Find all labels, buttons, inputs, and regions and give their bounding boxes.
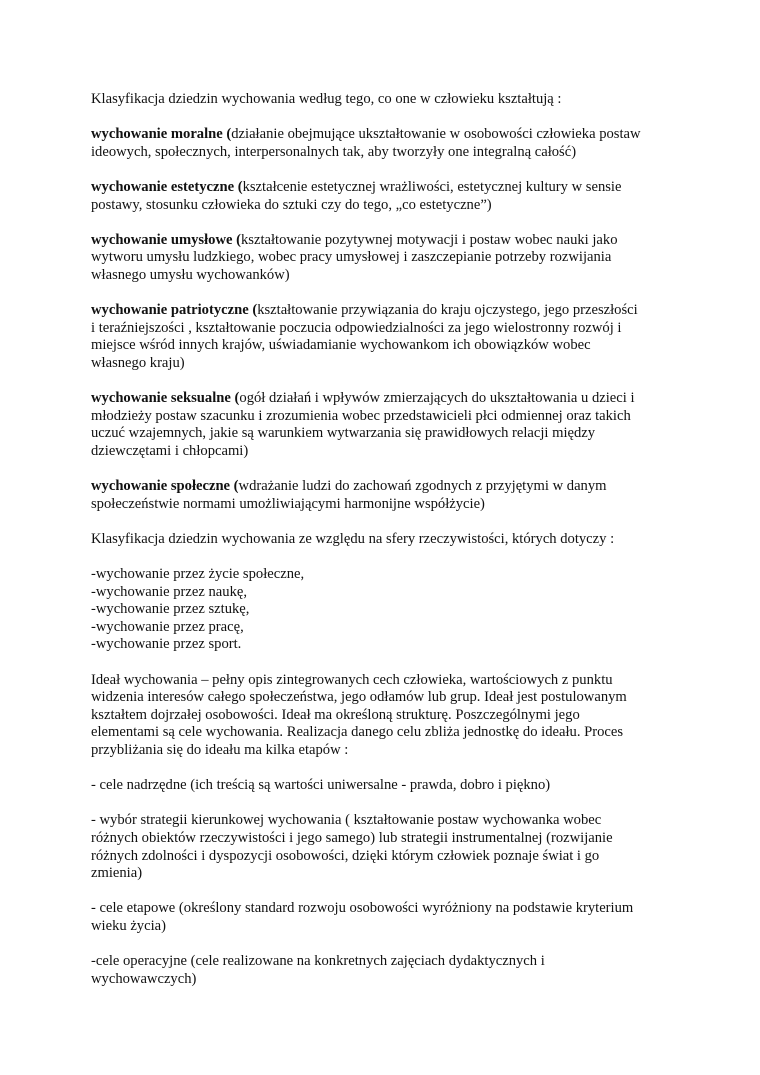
spacer <box>91 373 681 391</box>
category-patriotic <box>91 302 681 372</box>
stage-operational-goals <box>91 953 681 988</box>
list-item: -wychowanie przez pracę, <box>91 618 244 635</box>
category-term: wychowanie umysłowe ( <box>91 231 241 248</box>
category-text: kształcenie estetycznej wrażliwości, estetycznej kultury w sensie <box>242 178 622 195</box>
stage-line: - cele etapowe (określony standard rozwoju osobowości wyróżniony na podstawie kryterium <box>91 900 634 917</box>
document-page <box>91 91 681 988</box>
spheres-list <box>91 566 681 654</box>
list-item: -wychowanie przez naukę, <box>91 583 247 600</box>
category-line <box>91 478 681 496</box>
ideal-paragraph <box>91 672 681 760</box>
stage-intermediate-goals <box>91 900 681 935</box>
category-line <box>91 390 681 408</box>
category-line <box>91 126 681 144</box>
category-social <box>91 478 681 513</box>
stage-strategy <box>91 812 681 882</box>
spacer <box>91 161 681 179</box>
spacer <box>91 936 681 954</box>
category-text: ogół działań i wpływów zmierzających do ukształtowania u dzieci i <box>239 390 635 407</box>
spacer <box>91 214 681 232</box>
category-text: kształtowanie pozytywnej motywacji i postaw wobec nauki jako <box>241 231 618 248</box>
category-term: wychowanie estetyczne ( <box>91 178 243 195</box>
category-line: dziewczętami i chłopcami) <box>91 442 249 459</box>
spacer <box>91 513 681 531</box>
spacer <box>91 760 681 778</box>
paragraph-line: kształtem dojrzałej osobowości. Ideał ma określoną strukturę. Poszczególnymi jego <box>91 706 580 723</box>
category-line: uczuć wzajemnych, jakie są warunkiem wytwarzania się prawidłowych relacji między <box>91 425 596 442</box>
paragraph-line: elementami są cele wychowania. Realizacja danego celu zbliża jednostkę do ideału. Proces <box>91 724 624 741</box>
category-term: wychowanie moralne ( <box>91 126 232 143</box>
category-aesthetic <box>91 179 681 214</box>
stage-line: zmienia) <box>91 865 143 882</box>
category-line <box>91 302 681 320</box>
stage-line: - wybór strategii kierunkowej wychowania ( kształtowanie postaw wychowanka wobec <box>91 812 602 829</box>
category-line: postawy, stosunku człowieka do sztuki czy do tego, „co estetyczne”) <box>91 196 492 213</box>
paragraph-line: przybliżania się do ideału ma kilka etapów : <box>91 741 349 758</box>
spacer <box>91 795 681 813</box>
category-sexual <box>91 390 681 460</box>
category-line: własnego umysłu wychowanków) <box>91 266 290 283</box>
list-item: -wychowanie przez sztukę, <box>91 601 250 618</box>
category-line: społeczeństwie normami umożliwiającymi harmonijne współżycie) <box>91 495 485 512</box>
stage-line: -cele operacyjne (cele realizowane na konkretnych zajęciach dydaktycznych i <box>91 953 545 970</box>
list-item: -wychowanie przez życie społeczne, <box>91 566 305 583</box>
spacer <box>91 285 681 303</box>
category-line: ideowych, społecznych, interpersonalnych tak, aby tworzyły one integralną całość) <box>91 143 577 160</box>
category-text: wdrażanie ludzi do zachowań zgodnych z przyjętymi w danym <box>238 478 607 495</box>
category-line: własnego kraju) <box>91 354 185 371</box>
stage-superior-goals <box>91 777 681 795</box>
category-intellectual <box>91 232 681 285</box>
category-term: wychowanie seksualne ( <box>91 390 240 407</box>
category-line <box>91 232 681 250</box>
category-line: wytworu umysłu ludzkiego, wobec pracy umysłowej i zaszczepianie potrzeby rozwijania <box>91 249 612 266</box>
category-line: miejsce wśród innych krajów, uświadamianie wychowankom ich obowiązków wobec <box>91 337 591 354</box>
stage-line: różnych zdolności i dyspozycji osobowości, dzięki którym człowiek poznaje świat i go <box>91 847 600 864</box>
category-term: wychowanie społeczne ( <box>91 478 239 495</box>
spacer <box>91 883 681 901</box>
heading-1: Klasyfikacja dziedzin wychowania według tego, co one w człowieku kształtują : <box>91 91 562 107</box>
list-item: -wychowanie przez sport. <box>91 636 242 653</box>
paragraph-line: Ideał wychowania – pełny opis zintegrowanych cech człowieka, wartościowych z punktu <box>91 671 613 688</box>
stage-line: wieku życia) <box>91 917 166 934</box>
category-moral <box>91 126 681 161</box>
category-line <box>91 179 681 197</box>
stage-line: - cele nadrzędne (ich treścią są wartości uniwersalne - prawda, dobro i piękno) <box>91 777 551 794</box>
paragraph-line: widzenia interesów całego społeczeństwa, jego odłamów lub grup. Ideał jest postulowanym <box>91 689 627 706</box>
spacer <box>91 654 681 672</box>
heading-2: Klasyfikacja dziedzin wychowania ze względu na sfery rzeczywistości, których dotyczy : <box>91 530 615 547</box>
spacer <box>91 460 681 478</box>
category-line: młodzieży postaw szacunku i zrozumienia wobec przedstawicieli płci odmiennej oraz takich <box>91 407 631 424</box>
spacer <box>91 109 681 127</box>
stage-line: wychowawczych) <box>91 970 197 987</box>
category-text: kształtowanie przywiązania do kraju ojczystego, jego przeszłości <box>257 302 638 319</box>
spacer <box>91 548 681 566</box>
category-text: działanie obejmujące ukształtowanie w osobowości człowieka postaw <box>231 126 641 143</box>
category-line: i teraźniejszości , kształtowanie poczucia odpowiedzialności za jego wielostronny rozwój i <box>91 319 622 336</box>
category-term: wychowanie patriotyczne ( <box>91 302 258 319</box>
stage-line: różnych obiektów rzeczywistości i jego samego) lub strategii instrumentalnej (rozwijanie <box>91 829 613 846</box>
